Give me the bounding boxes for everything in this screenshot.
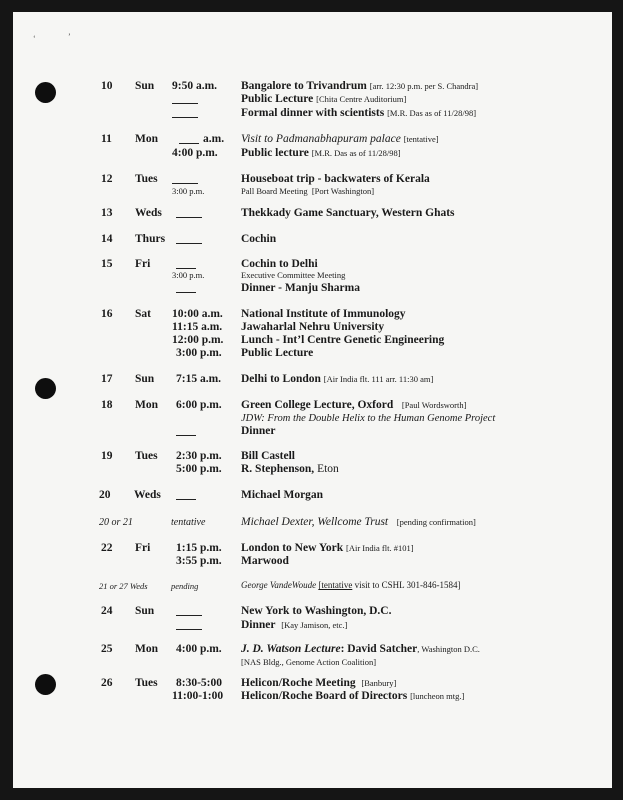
event-title: National Institute of Immunology	[241, 308, 406, 320]
day-number: 14	[101, 233, 113, 245]
event-note: [arr. 12:30 p.m. per S. Chandra]	[369, 81, 479, 91]
time: 4:00 p.m.	[176, 643, 222, 655]
time: 1:15 p.m.	[176, 542, 222, 554]
event-note: , Washington D.C.	[417, 644, 480, 654]
event-title: Helicon/Roche Board of Directors	[241, 690, 408, 702]
date-range: 21 or 27 Weds	[99, 581, 148, 591]
event-title: Thekkady Game Sanctuary, Western Ghats	[241, 207, 455, 219]
event-title: Pall Board Meeting	[241, 186, 308, 196]
time-blank	[176, 292, 196, 293]
weekday: Fri	[135, 258, 151, 270]
day-number: 17	[101, 373, 113, 385]
event-note: [luncheon mtg.]	[410, 691, 465, 701]
time: 8:30-5:00	[176, 677, 222, 689]
weekday: Tues	[135, 450, 158, 462]
time: 2:30 p.m.	[176, 450, 222, 462]
time: 11:00-1:00	[172, 690, 224, 702]
event-note: [tentative]	[403, 134, 439, 144]
event-title: Bill Castell	[241, 450, 295, 462]
time-blank	[172, 103, 198, 104]
time-blank	[179, 143, 199, 144]
stray-mark: ‘	[33, 34, 36, 43]
event-note: [Banbury]	[361, 678, 397, 688]
event-title: Formal dinner with scientists	[241, 107, 385, 119]
time: 11:15 a.m.	[172, 321, 223, 333]
time-blank	[172, 183, 198, 184]
time: 7:15 a.m.	[176, 373, 222, 385]
event-note: [Paul Wordsworth]	[401, 400, 467, 410]
time-blank	[176, 243, 202, 244]
event-title: Marwood	[241, 555, 289, 567]
event-title: Green College Lecture, Oxford	[241, 399, 394, 411]
date-range: 20 or 21	[99, 517, 133, 528]
event-title: Executive Committee Meeting	[241, 270, 346, 280]
day-number: 12	[101, 173, 113, 185]
event-note: [Air India flt. 111 arr. 11:30 am]	[323, 374, 434, 384]
day-number: 10	[101, 80, 113, 92]
day-number: 18	[101, 399, 113, 411]
event-note: [Air India flt. #101]	[346, 543, 414, 553]
time-blank	[176, 615, 202, 616]
event-title: New York to Washington, D.C.	[241, 605, 392, 617]
time: 5:00 p.m.	[176, 463, 222, 475]
time: a.m.	[203, 133, 225, 145]
event-title: Visit to Padmanabhapuram palace	[241, 133, 401, 145]
stray-mark: ’	[68, 32, 71, 41]
day-number: 26	[101, 677, 113, 689]
event-note: [Kay Jamison, etc.]	[281, 620, 348, 630]
weekday: Thurs	[135, 233, 166, 245]
day-number: 24	[101, 605, 113, 617]
time: 4:00 p.m.	[172, 147, 218, 159]
event-title: Bangalore to Trivandrum	[241, 80, 367, 92]
event-title: J. D. Watson Lecture	[241, 643, 341, 655]
weekday: Tues	[135, 173, 158, 185]
event-title: Michael Morgan	[241, 489, 324, 501]
event-title: Cochin to Delhi	[241, 258, 318, 270]
time: 3:55 p.m.	[176, 555, 222, 567]
event-note: [Chita Centre Auditorium]	[316, 94, 407, 104]
event-title: Public lecture	[241, 147, 309, 159]
weekday: Weds	[135, 207, 162, 219]
time: 9:50 a.m.	[172, 80, 218, 92]
time-blank	[176, 435, 196, 436]
weekday: Sun	[135, 80, 155, 92]
event-title: Dinner	[241, 425, 276, 437]
day-number: 13	[101, 207, 113, 219]
time: 3:00 p.m.	[172, 186, 205, 196]
weekday: Sun	[135, 605, 155, 617]
time: 6:00 p.m.	[176, 399, 222, 411]
weekday: Fri	[135, 542, 151, 554]
event-title: Public Lecture	[241, 93, 314, 105]
weekday: Tues	[135, 677, 158, 689]
weekday: Weds	[134, 489, 161, 501]
event-title: R. Stephenson,	[241, 463, 315, 475]
event-note-underlined: [tentative	[318, 580, 353, 590]
weekday: Mon	[135, 133, 158, 145]
day-number: 19	[101, 450, 113, 462]
day-number: 15	[101, 258, 113, 270]
time: 10:00 a.m.	[172, 308, 223, 320]
event-title: Dinner - Manju Sharma	[241, 282, 360, 294]
weekday: Mon	[135, 643, 158, 655]
status-label: tentative	[171, 517, 206, 528]
event-note: [M.R. Das as of 11/28/98]	[311, 148, 401, 158]
event-title: Houseboat trip - backwaters of Kerala	[241, 173, 430, 185]
time: 3:00 p.m.	[176, 347, 222, 359]
time-blank	[176, 217, 202, 218]
time-blank	[176, 629, 202, 630]
event-note: visit to CSHL 301-846-1584]	[352, 580, 461, 590]
event-title: Delhi to London	[241, 373, 321, 385]
time-blank	[176, 499, 196, 500]
event-note: [Port Washington]	[311, 186, 375, 196]
time: 12:00 p.m.	[172, 334, 224, 346]
day-number: 16	[101, 308, 113, 320]
weekday: Mon	[135, 399, 158, 411]
weekday: Sun	[135, 373, 155, 385]
status-label: pending	[171, 581, 199, 591]
weekday: Sat	[135, 308, 151, 320]
event-title: Dinner	[241, 619, 276, 631]
event-title: Public Lecture	[241, 347, 314, 359]
event-note: [NAS Bldg., Genome Action Coalition]	[241, 657, 377, 667]
day-number: 20	[99, 489, 111, 501]
event-note: [pending confirmation]	[396, 517, 476, 527]
event-title: Lunch - Int’l Centre Genetic Engineering	[241, 334, 445, 346]
event-title: Michael Dexter, Wellcome Trust	[241, 516, 389, 528]
event-note: Eton	[317, 463, 339, 475]
time-blank	[172, 117, 198, 118]
event-title: London to New York	[241, 542, 344, 554]
event-title: Helicon/Roche Meeting	[241, 677, 356, 689]
document-page	[13, 12, 612, 788]
event-speaker: : David Satcher	[340, 643, 418, 655]
day-number: 25	[101, 643, 113, 655]
event-title: Cochin	[241, 233, 277, 245]
time-blank	[176, 268, 196, 269]
day-number: 22	[101, 542, 113, 554]
lecture-subtitle: JDW: From the Double Helix to the Human Genome Project	[241, 413, 496, 424]
event-title: Jawaharlal Nehru University	[241, 321, 385, 333]
day-number: 11	[101, 133, 112, 145]
event-note: [M.R. Das as of 11/28/98]	[387, 108, 477, 118]
time: 3:00 p.m.	[172, 270, 205, 280]
event-title: George VandeWoude	[241, 580, 317, 590]
